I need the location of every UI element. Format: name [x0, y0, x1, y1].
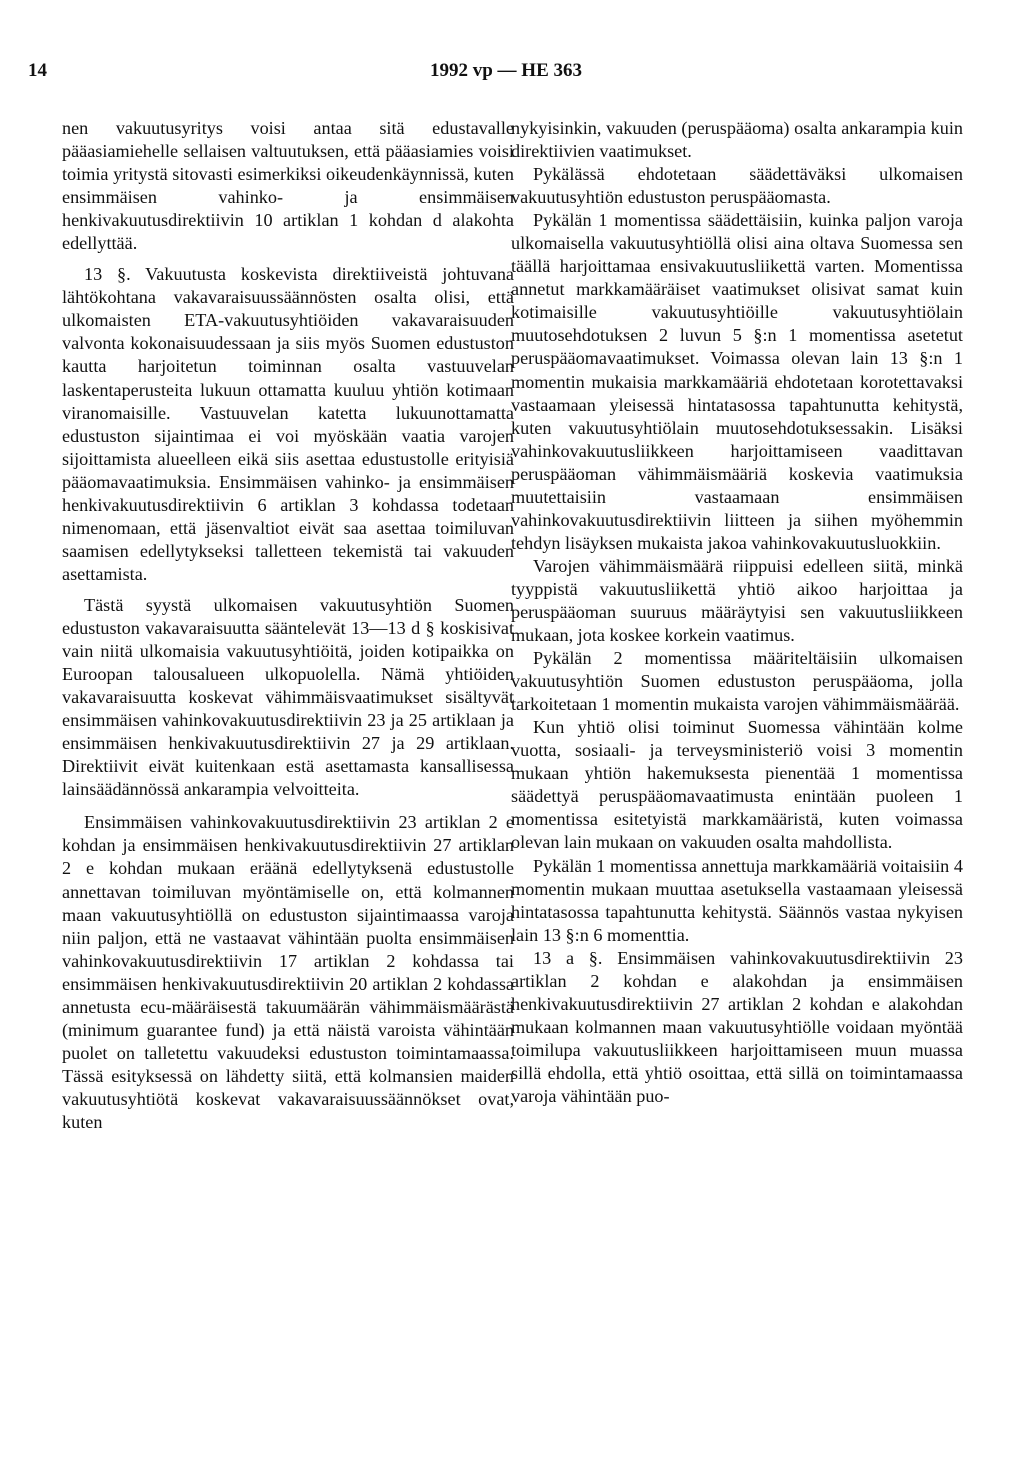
right-column	[511, 117, 963, 1108]
paragraph: Kun yhtiö olisi toiminut Suomessa vähintään kolme vuotta, sosiaali- ja terveysministeriö voisi 3 momentin mukaan yhtiön hakemuksesta pienentää 1 momentissa säädettyä peruspääomavaatimusta enintään puoleen 1 momentissa esitetyistä markkamääristä, kuten voimassa olevan lain mukaan on vakuuden osalta mahdollista.	[511, 717, 963, 853]
page-number: 14	[28, 60, 47, 81]
paragraph: 13 §. Vakuutusta koskevista direktiiveistä johtuvana lähtökohtana vakavaraisuussäännösten osalta olisi, että ulkomaisten ETA-vakuutusyhtiöiden vakavaraisuuden valvonta kokonaisuudessaan ja siis myös Suomen edustuston kautta harjoitetun toiminnan osalta vastuuvelan laskentaperusteita lukuun ottamatta kuuluu yhtiön kotimaan viranomaisille. Vastuuvelan katetta lukuunottamatta edustuston sijaintimaa ei voi myöskään vaatia varojen sijoittamista alueelleen eikä siis asettaa edustustolle erityisiä pääomavaatimuksia. Ensimmäisen vahinko- ja ensimmäisen henkivakuutusdirektiivin 6 artiklan 3 kohdassa todetaan nimenomaan, että jäsenvaltiot eivät saa asettaa toimiluvan saamisen edellytykseksi talletteen tekemistä tai vakuuden asettamista.	[62, 264, 514, 584]
paragraph: nykyisinkin, vakuuden (peruspääoma) osalta ankarampia kuin direktiivien vaatimukset.	[511, 118, 963, 162]
paragraph: Pykälän 1 momentissa säädettäisiin, kuinka paljon varoja ulkomaisella vakuutusyhtiöllä olisi aina oltava Suomessa sen täällä harjoittamaa ensivakuutusliikettä varten. Momentissa annetut markkamääräiset vaatimukset olisivat samat kuin kotimaisille vakuutusyhtiöille vakuutusyhtiölain muutosehdotuksen 2 luvun 5 §:n 1 momentissa asetetut peruspääomavaatimukset. Voimassa olevan lain 13 §:n 1 momentin mukaisia markkamääriä ehdotetaan korotettavaksi vastaamaan yleisessä hintatasossa tapahtunutta kehitystä, kuten vakuutusyhtiölain muutosehdotuksessakin. Lisäksi vahinkovakuutusliikkeen harjoittamiseen vaadittavan peruspääoman vähimmäismääriä koskevia vaatimuksia muutettaisiin vastaamaan ensimmäisen vahinkovakuutusdirektiivin liitteen ja siihen myöhemmin tehdyn lisäyksen mukaista jakoa vahinkovakuutusluokkiin.	[511, 210, 963, 553]
paragraph: Pykälän 1 momentissa annettuja markkamääriä voitaisiin 4 momentin mukaan muuttaa asetuksella vastaamaan yleisessä hintatasossa tapahtunutta kehitystä. Säännös vastaa nykyisen lain 13 §:n 6 momenttia.	[511, 855, 963, 945]
paragraph: Ensimmäisen vahinkovakuutusdirektiivin 23 artiklan 2 e kohdan ja ensimmäisen henkivakuutusdirektiivin 27 artiklan 2 e kohdan mukaan eräänä edellytyksenä edustustolle annettavan toimiluvan myöntämiselle on, että kolmannen maan vakuutusyhtiöllä on edustuston sijaintimaassa varoja niin paljon, että ne vastaavat vähintään puolta ensimmäisen vahinkovakuutusdirektiivin 17 artiklan 2 kohdassa tai ensimmäisen henkivakuutusdirektiivin 20 artiklan 2 kohdassa annetusta ecu-määräisestä takuumäärän vähimmäismäärästä (minimum guarantee fund) ja että näistä varoista vähintään puolet on talletettu vakuudeksi edustuston toimintamaassa. Tässä esityksessä on lähdetty siitä, että kolmansien maiden vakuutusyhtiötä koskevat vakavaraisuussäännökset ovat, kuten	[62, 812, 514, 1132]
paragraph: Varojen vähimmäismäärä riippuisi edelleen siitä, minkä tyyppistä vakuutusliikettä yhtiö aikoo harjoittaa ja peruspääoman suuruus määräytyisi sen vakuutusliikkeen mukaan, jota koskee korkein vaatimus.	[511, 555, 963, 646]
paragraph: 13 a §. Ensimmäisen vahinkovakuutusdirektiivin 23 artiklan 2 kohdan e alakohdan ja ensimmäisen henkivakuutusdirektiivin 27 artiklan 2 kohdan e alakohdan mukaan kolmannen maan vakuutusyhtiölle voidaan myöntää toimilupa vakuutusliikkeen harjoittamiseen muun muassa sillä ehdolla, että yhtiö osoittaa, että sillä on toimintamaassa varoja vähintään puo-	[511, 947, 963, 1106]
left-column	[62, 117, 514, 1142]
running-title: 1992 vp — HE 363	[429, 60, 583, 81]
paragraph: Pykälässä ehdotetaan säädettäväksi ulkomaisen vakuutusyhtiön edustuston peruspääomasta.	[511, 164, 963, 208]
paragraph: nen vakuutusyritys voisi antaa sitä edustavalle pääasiamiehelle sellaisen valtuutuksen, että pääasiamies voisi toimia yritystä sitovasti esimerkiksi oikeudenkäynnissä, kuten ensimmäisen vahinko- ja ensimmäisen henkivakuutusdirektiivin 10 artiklan 1 kohdan d alakohta edellyttää.	[62, 118, 514, 254]
paragraph: Pykälän 2 momentissa määriteltäisiin ulkomaisen vakuutusyhtiön Suomen edustuston peruspääoma, jolla tarkoitetaan 1 momentin mukaista varojen vähimmäismäärää.	[511, 648, 963, 715]
paragraph: Tästä syystä ulkomaisen vakuutusyhtiön Suomen edustuston vakavaraisuutta sääntelevät 13—13 d § koskisivat vain niitä ulkomaisia vakuutusyhtiöitä, joiden kotipaikka on Euroopan talousalueen ulkopuolella. Nämä yhtiöiden vakavaraisuutta koskevat vähimmäisvaatimukset sisältyvät ensimmäisen vahinkovakuutusdirektiivin 23 ja 25 artiklaan ja ensimmäisen henkivakuutusdirektiivin 27 ja 29 artiklaan. Direktiivit eivät kuitenkaan estä asettamasta kansallisessa lainsäädännössä ankarampia velvoitteita.	[62, 594, 514, 800]
page-header	[28, 60, 984, 90]
